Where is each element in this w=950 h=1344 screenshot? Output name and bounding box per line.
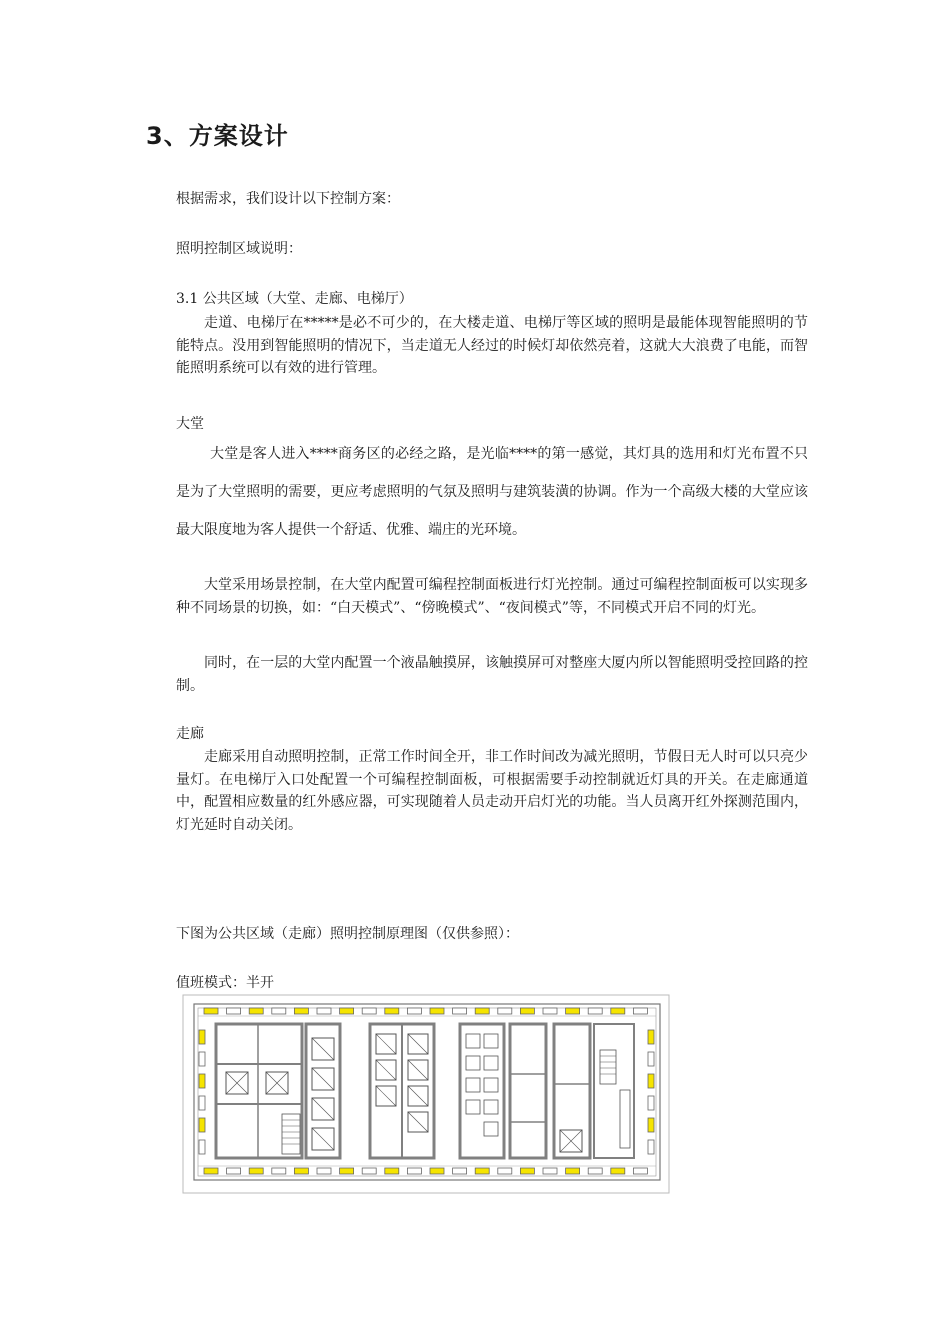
- lamp-off: [407, 1168, 421, 1174]
- lamp-on: [249, 1008, 263, 1014]
- lamp-on: [430, 1008, 444, 1014]
- lamp-off: [362, 1008, 376, 1014]
- lamp-on: [648, 1074, 654, 1088]
- lamp-on: [204, 1168, 218, 1174]
- floor-plan-diagram: [182, 994, 670, 1194]
- lamp-off: [407, 1008, 421, 1014]
- lamp-off: [199, 1140, 205, 1154]
- lamp-off: [362, 1168, 376, 1174]
- lamp-off: [272, 1008, 286, 1014]
- lamp-on: [648, 1030, 654, 1044]
- lamp-on: [475, 1168, 489, 1174]
- lamp-on: [566, 1008, 580, 1014]
- lamp-on: [204, 1008, 218, 1014]
- section-31-title: 3.1 公共区域（大堂、走廊、电梯厅）: [176, 291, 413, 307]
- lamp-off: [453, 1008, 467, 1014]
- lamp-on: [611, 1168, 625, 1174]
- corridor-body: 走廊采用自动照明控制，正常工作时间全开，非工作时间改为减光照明，节假日无人时可以只亮少量灯。在电梯厅入口处配置一个可编程控制面板，可根据需要手动控制就近灯具的开关。在走廊通道中，配置相应数量的红外感应器，可实现随着人员走动开启灯光的功能。当人员离开红外探测范围内，灯光延时自动关闭。: [176, 749, 808, 833]
- lamp-off: [317, 1168, 331, 1174]
- lamp-on: [385, 1008, 399, 1014]
- section-31-body: 走道、电梯厅在*****是必不可少的，在大楼走道、电梯厅等区域的照明是最能体现智能照明的节能特点。没用到智能照明的情况下，当走道无人经过的时候灯却依然亮着，这就大大浪费了电能，而智能照明系统可以有效的进行管理。: [176, 315, 808, 376]
- lamp-off: [543, 1168, 557, 1174]
- lamp-off: [227, 1168, 241, 1174]
- lamp-on: [294, 1008, 308, 1014]
- lamp-off: [317, 1008, 331, 1014]
- lamp-off: [199, 1096, 205, 1110]
- lamp-on: [520, 1008, 534, 1014]
- lamp-off: [543, 1008, 557, 1014]
- lamp-off: [648, 1140, 654, 1154]
- lamp-on: [385, 1168, 399, 1174]
- intro-text: 根据需求，我们设计以下控制方案：: [176, 191, 400, 207]
- lamp-off: [199, 1052, 205, 1066]
- lobby-para-3: 同时，在一层的大堂内配置一个液晶触摸屏，该触摸屏可对整座大厦内所以智能照明受控回路的控制。: [176, 655, 808, 694]
- lamp-on: [199, 1118, 205, 1132]
- lobby-title: 大堂: [176, 416, 204, 432]
- lamp-off: [588, 1168, 602, 1174]
- lamp-on: [475, 1008, 489, 1014]
- lamp-off: [633, 1008, 647, 1014]
- lamp-on: [294, 1168, 308, 1174]
- lamp-on: [249, 1168, 263, 1174]
- lamp-off: [588, 1008, 602, 1014]
- lamp-off: [227, 1008, 241, 1014]
- lamp-on: [199, 1074, 205, 1088]
- lamp-off: [498, 1008, 512, 1014]
- lobby-para-2: 大堂采用场景控制，在大堂内配置可编程控制面板进行灯光控制。通过可编程控制面板可以实现多种不同场景的切换，如：“白天模式”、“傍晚模式”、“夜间模式”等，不同模式开启不同的灯光。: [176, 577, 808, 616]
- lamp-off: [648, 1052, 654, 1066]
- lamp-off: [453, 1168, 467, 1174]
- figure-caption: 下图为公共区域（走廊）照明控制原理图（仅供参照）：: [176, 926, 519, 942]
- lamp-off: [648, 1096, 654, 1110]
- lamp-on: [648, 1118, 654, 1132]
- corridor-title: 走廊: [176, 726, 204, 742]
- section-heading: 3、方案设计: [146, 122, 289, 150]
- lamp-on: [520, 1168, 534, 1174]
- floor-plan-svg: [182, 994, 670, 1194]
- lamp-on: [566, 1168, 580, 1174]
- lamp-off: [272, 1168, 286, 1174]
- lamp-off: [498, 1168, 512, 1174]
- lamp-off: [633, 1168, 647, 1174]
- lamp-on: [340, 1008, 354, 1014]
- lamp-on: [611, 1008, 625, 1014]
- mode-label: 值班模式：半开: [176, 975, 274, 991]
- zone-title: 照明控制区域说明：: [176, 241, 302, 257]
- lobby-para-1: 大堂是客人进入****商务区的必经之路，是光临****的第一感觉，其灯具的选用和灯光布置不只是为了大堂照明的需要，更应考虑照明的气氛及照明与建筑装潢的协调。作为一个高级大楼的大堂应该最大限度地为客人提供一个舒适、优雅、端庄的光环境。: [176, 446, 808, 538]
- lamp-on: [199, 1030, 205, 1044]
- lamp-on: [430, 1168, 444, 1174]
- lamp-on: [340, 1168, 354, 1174]
